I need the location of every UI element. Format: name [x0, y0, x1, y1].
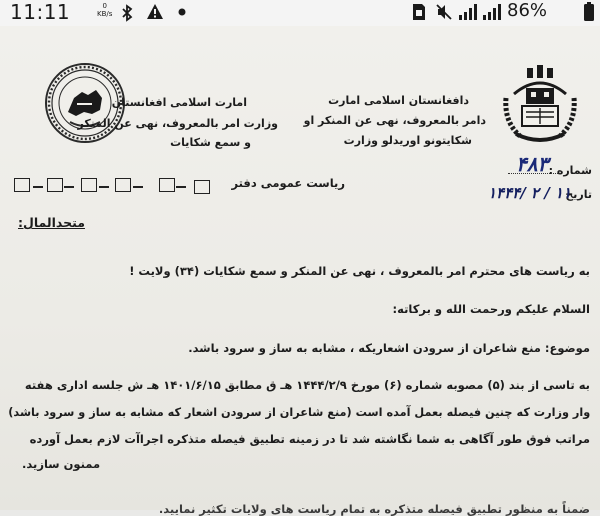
form-dash — [133, 186, 143, 188]
letter-number: ۴۸۳ — [516, 152, 549, 176]
form-dash — [176, 186, 186, 188]
letterhead-right-line-3: شکایتونو اوریدلو وزارت — [343, 134, 472, 147]
clock: 11:11 — [10, 0, 71, 24]
signal-icon — [482, 3, 502, 21]
status-bar — [0, 0, 600, 26]
form-dash — [64, 186, 74, 188]
letterhead-left-line-2: وزارت امر بالمعروف، نهی عن المنکر — [77, 117, 278, 130]
alert-icon — [146, 3, 164, 20]
bluetooth-icon — [121, 4, 134, 22]
form-box-5 — [47, 178, 63, 192]
number-label: شماره : — [548, 164, 592, 177]
wifi-icon — [458, 3, 478, 21]
cut-off-line: ضمناً به منظور تطبیق فیصله متذکره به تمام ریاست های ولایات تکثیر نمایید. — [158, 502, 590, 516]
paragraph-line-3: مراتب فوق طور آگاهی به شما نگاشته شد تا در زمینه تطبیق فیصله متذکره اجراآت لازم بعمل آورده — [29, 432, 590, 446]
emirate-emblem-icon — [500, 64, 580, 148]
form-dash — [99, 186, 109, 188]
battery-icon — [583, 2, 595, 22]
form-box-3 — [115, 178, 131, 192]
form-box-1 — [194, 180, 210, 194]
letterhead-left-line-3: و سمع شکایات — [170, 136, 251, 149]
battery-percent: 86% — [507, 0, 548, 21]
network-speed-unit: KB/s — [97, 10, 113, 18]
subject-line: موضوع: منع شاعران از سرودن اشعاریکه ، مشابه به ساز و سرود باشد. — [188, 341, 590, 355]
letterhead-right-line-2: دامر بالمعروف، نهی عن المنکر او — [303, 114, 486, 127]
form-box-4 — [81, 178, 97, 192]
letterhead-right-line-1: دافغانستان اسلامی امارت — [328, 94, 469, 107]
paragraph-line-1: به تاسی از بند (۵) مصوبه شماره (۶) مورخ ۱۴۴۴/۲/۹ هـ ق مطابق ۱۴۰۱/۶/۱۵ هـ ش جلسه اداری هفته — [24, 378, 590, 392]
letter-date: ۱۴۴۴/ ۲ / ۱۱ — [488, 184, 572, 202]
paragraph-line-2: وار وزارت که چنین فیصله بعمل آمده است (منع شاعران از سرودن اشعار که مشابه به ساز و سرود باشد) — [7, 405, 590, 419]
office-title: ریاست عمومی دفتر — [231, 176, 345, 190]
form-box-2 — [159, 178, 175, 192]
form-dash — [33, 186, 43, 188]
letter-page — [0, 26, 600, 516]
paragraph-line-4: ممنون سازید. — [22, 457, 101, 471]
letterhead-left-line-1: امارت اسلامی افغانستان — [111, 96, 247, 109]
mute-icon — [435, 3, 453, 21]
salutation-line: به ریاست های محترم امر بالمعروف ، نهی عن المنکر و سمع شکایات (۳۴) ولایت ! — [129, 264, 590, 278]
greeting-line: السلام علیکم ورحمت الله و برکاته: — [392, 302, 590, 316]
form-box-6 — [14, 178, 30, 192]
dot-icon — [178, 8, 186, 16]
sim-icon — [412, 3, 426, 21]
network-speed-value: 0 — [102, 2, 107, 10]
addressees-label: متحدالمال: — [18, 215, 85, 230]
network-speed — [97, 2, 112, 18]
date-label: تاریخ — [565, 188, 592, 201]
